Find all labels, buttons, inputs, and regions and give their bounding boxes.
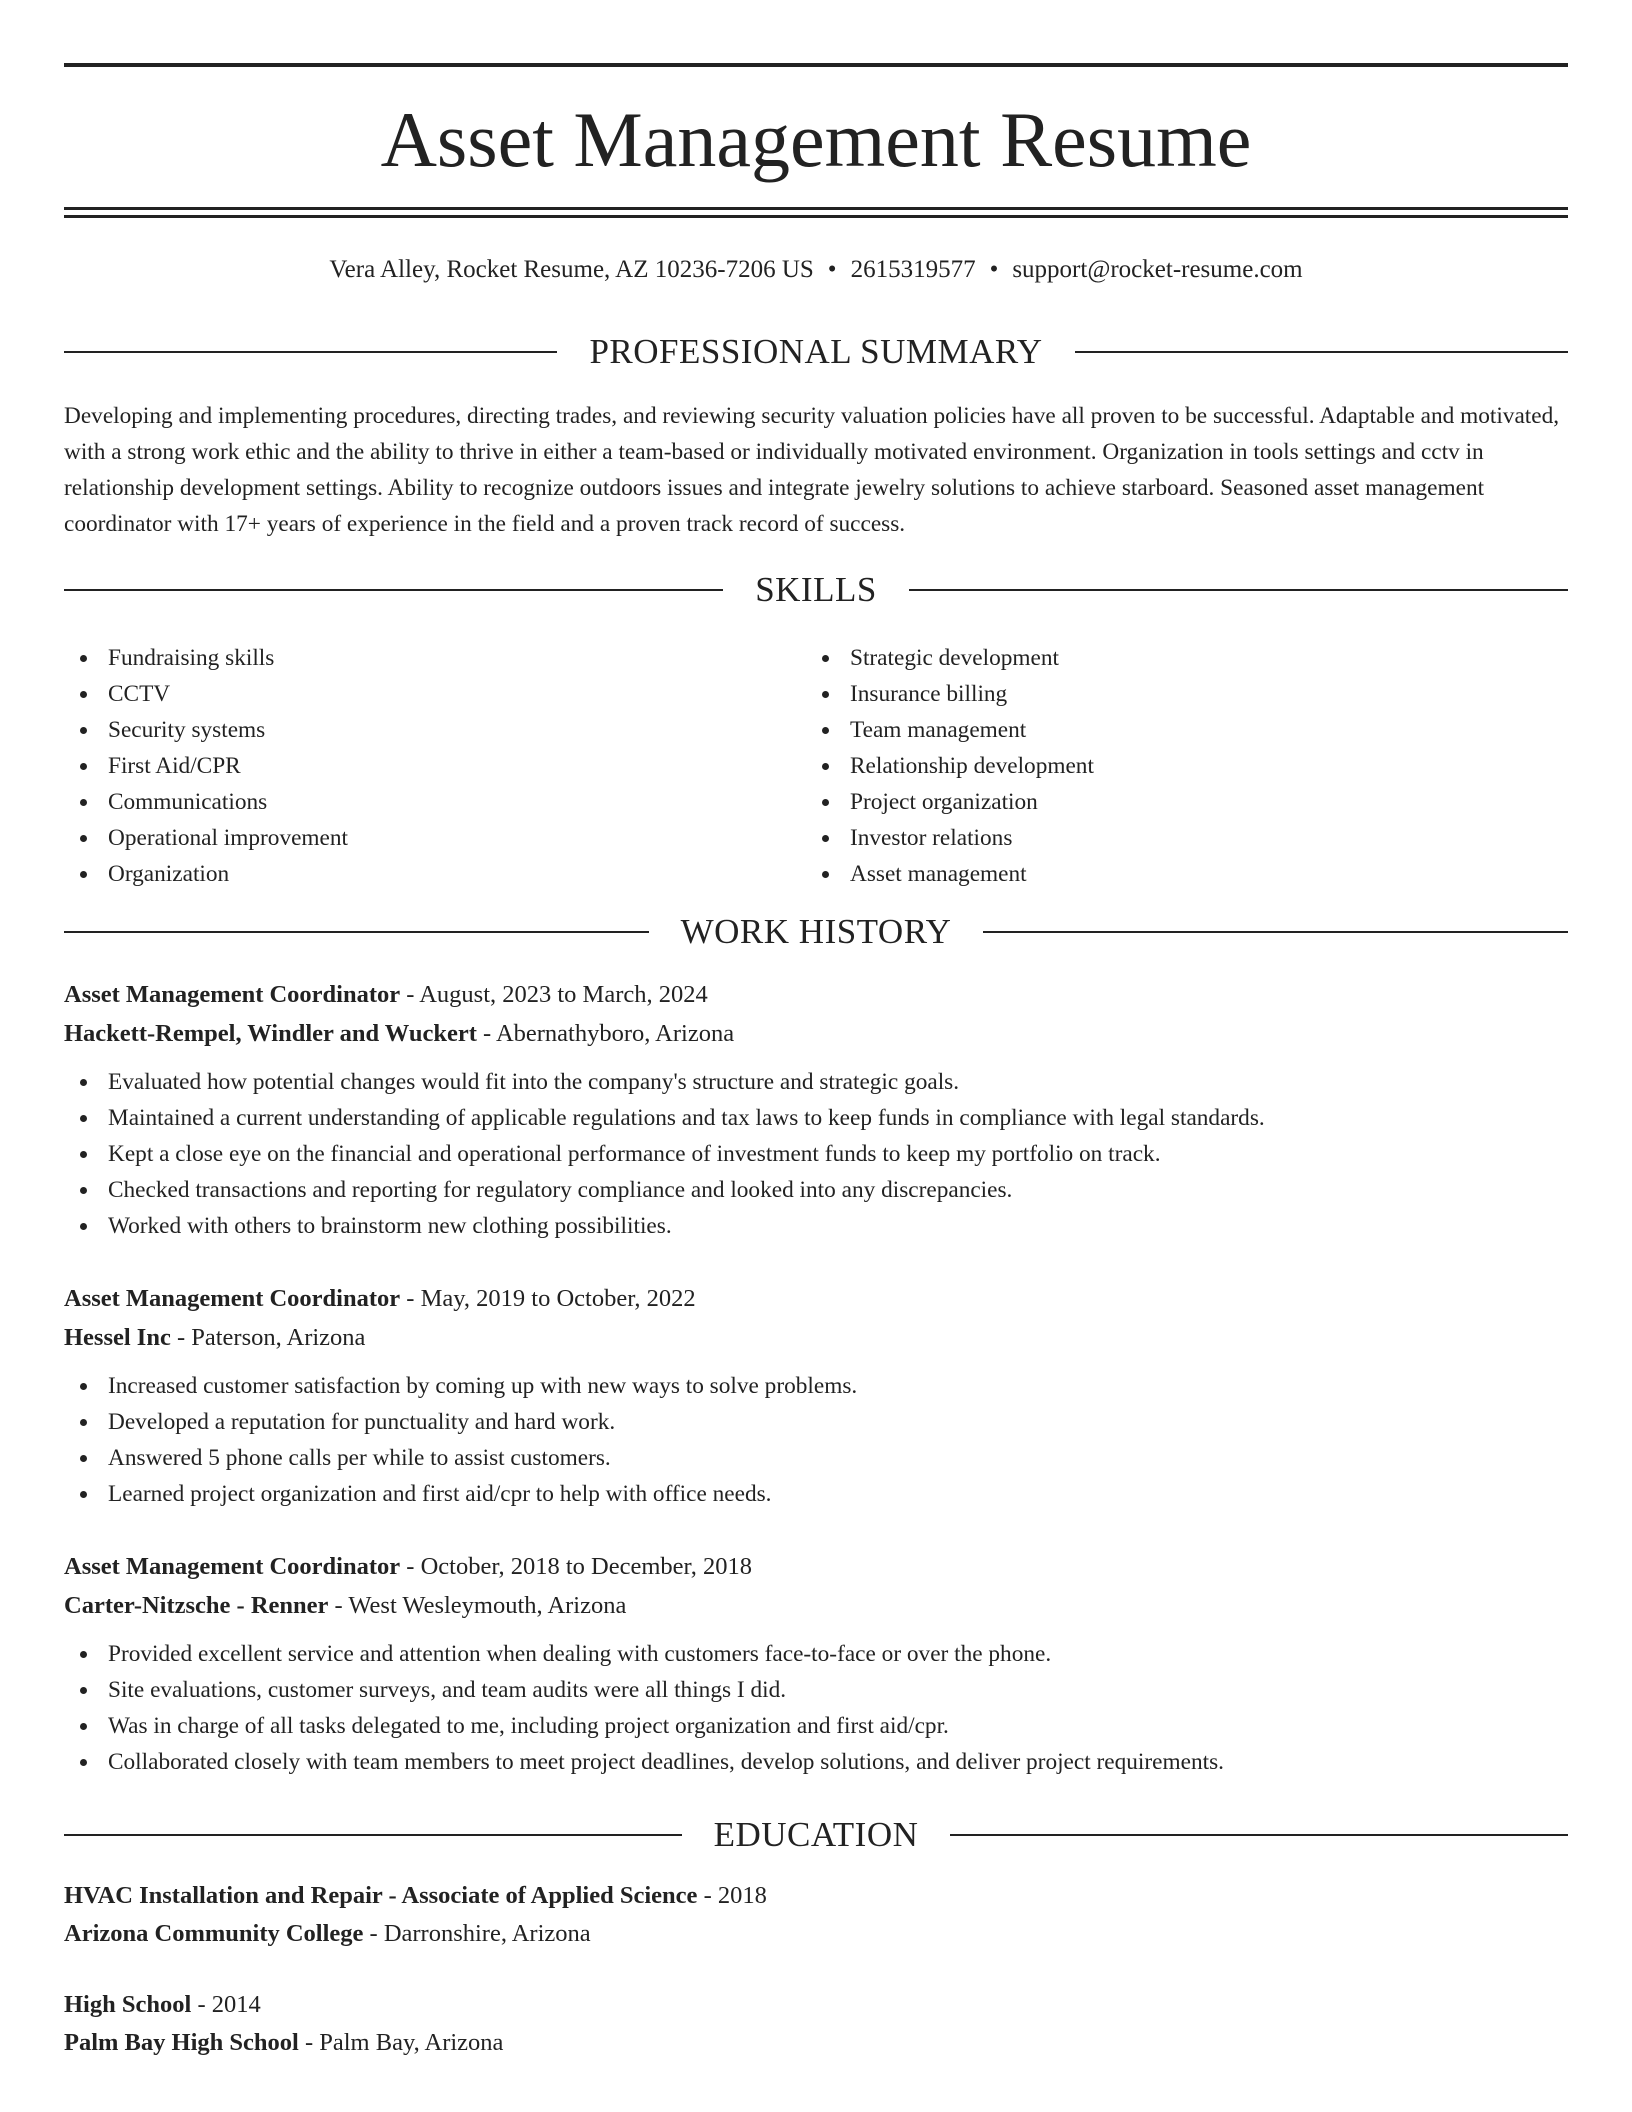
job-bullet: Checked transactions and reporting for regulatory compliance and looked into any discrepancies. [64, 1172, 1568, 1208]
education-degree: High School [64, 1991, 192, 2018]
contact-address: Vera Alley, Rocket Resume, AZ 10236-7206 US [329, 256, 814, 283]
education-entry [64, 1877, 1568, 1953]
section-rule [64, 351, 557, 353]
contact-email: support@rocket-resume.com [1012, 256, 1303, 283]
skill-item: Fundraising skills [64, 640, 804, 676]
education-location: - Darronshire, Arizona [363, 1920, 591, 1947]
contact-separator: • [827, 256, 837, 283]
job-title: Asset Management Coordinator [64, 1285, 401, 1312]
job-bullet: Increased customer satisfaction by coming up with new ways to solve problems. [64, 1368, 1568, 1404]
contact-separator: • [989, 256, 999, 283]
title-rule-lower [64, 215, 1568, 218]
job-dates: - August, 2023 to March, 2024 [400, 981, 708, 1008]
section-rule [1075, 351, 1568, 353]
skill-item: Project organization [806, 784, 1546, 820]
job-bullet: Collaborated closely with team members to meet project deadlines, develop solutions, and deliver project requirements. [64, 1744, 1568, 1780]
job-entry [64, 1547, 1568, 1780]
job-location: - Abernathyboro, Arizona [476, 1020, 735, 1047]
section-rule [64, 931, 649, 933]
education-year: - 2014 [191, 1991, 261, 2018]
job-location: - West Wesleymouth, Arizona [328, 1592, 627, 1619]
education-year: - 2018 [697, 1882, 767, 1909]
job-title-line [64, 1279, 1568, 1318]
section-rule [950, 1834, 1568, 1836]
skill-item: Security systems [64, 712, 804, 748]
job-bullet: Worked with others to brainstorm new clothing possibilities. [64, 1208, 1568, 1244]
top-rule [64, 63, 1568, 67]
job-company-line [64, 1318, 1568, 1357]
job-bullet: Maintained a current understanding of applicable regulations and tax laws to keep funds in compliance with legal standards. [64, 1100, 1568, 1136]
skill-item: Strategic development [806, 640, 1546, 676]
contact-phone: 2615319577 [850, 256, 976, 283]
job-company: Carter-Nitzsche - Renner [64, 1592, 329, 1619]
skill-item: Insurance billing [806, 676, 1546, 712]
job-dates: - May, 2019 to October, 2022 [400, 1285, 696, 1312]
job-location: - Paterson, Arizona [170, 1324, 366, 1351]
job-dates: - October, 2018 to December, 2018 [400, 1553, 752, 1580]
section-title: WORK HISTORY [680, 912, 952, 951]
section-rule [64, 589, 723, 591]
job-company: Hackett-Rempel, Windler and Wuckert [64, 1020, 477, 1047]
education-school: Palm Bay High School [64, 2029, 299, 2056]
section-header-work [64, 910, 1568, 954]
job-bullet: Developed a reputation for punctuality and hard work. [64, 1404, 1568, 1440]
section-rule [983, 931, 1568, 933]
section-title: SKILLS [755, 570, 877, 609]
job-company-line [64, 1014, 1568, 1053]
education-school-line [64, 1915, 1568, 1953]
education-location: - Palm Bay, Arizona [298, 2029, 504, 2056]
job-entry [64, 1279, 1568, 1512]
education-degree-line [64, 1877, 1568, 1915]
job-bullet: Was in charge of all tasks delegated to me, including project organization and first aid/cpr. [64, 1708, 1568, 1744]
section-rule [64, 1834, 682, 1836]
job-title-line [64, 1547, 1568, 1586]
section-title: PROFESSIONAL SUMMARY [589, 332, 1043, 371]
education-school-line [64, 2024, 1568, 2062]
job-title-line [64, 975, 1568, 1014]
job-entry [64, 975, 1568, 1244]
job-title: Asset Management Coordinator [64, 1553, 401, 1580]
job-bullet: Answered 5 phone calls per while to assist customers. [64, 1440, 1568, 1476]
job-title: Asset Management Coordinator [64, 981, 401, 1008]
job-bullet: Learned project organization and first aid/cpr to help with office needs. [64, 1476, 1568, 1512]
job-bullets [64, 1064, 1568, 1244]
education-degree-line [64, 1986, 1568, 2024]
job-bullet: Evaluated how potential changes would fit into the company's structure and strategic goals. [64, 1064, 1568, 1100]
section-header-skills [64, 568, 1568, 612]
skill-item: First Aid/CPR [64, 748, 804, 784]
section-rule [909, 589, 1568, 591]
skill-item: Asset management [806, 856, 1546, 892]
skill-item: Organization [64, 856, 804, 892]
job-bullet: Kept a close eye on the financial and operational performance of investment funds to keep my portfolio on track. [64, 1136, 1568, 1172]
skill-item: CCTV [64, 676, 804, 712]
skill-item: Team management [806, 712, 1546, 748]
education-school: Arizona Community College [64, 1920, 364, 1947]
page-title: Asset Management Resume [380, 96, 1252, 183]
job-company-line [64, 1586, 1568, 1625]
skill-item: Relationship development [806, 748, 1546, 784]
skills-column-right [806, 640, 1546, 892]
summary-paragraph: Developing and implementing procedures, directing trades, and reviewing security valuation policies have all proven to be successful. Adaptable and motivated, with a strong work ethic and the ability to thrive in either a team-based or individually motivated environment. Organization in tools settings and cctv in relationship development settings. Ability to recognize outdoors issues and integrate jewelry solutions to achieve starboard. Seasoned asset management coordinator with 17+ years of experience in the field and a proven track record of success. [64, 403, 1560, 537]
skill-item: Investor relations [806, 820, 1546, 856]
job-bullets [64, 1636, 1568, 1780]
skills-column-left [64, 640, 804, 892]
education-entry [64, 1986, 1568, 2062]
skill-item: Communications [64, 784, 804, 820]
education-degree: HVAC Installation and Repair - Associate of Applied Science [64, 1882, 698, 1909]
job-bullet: Site evaluations, customer surveys, and team audits were all things I did. [64, 1672, 1568, 1708]
title-rule-upper [64, 207, 1568, 210]
job-company: Hessel Inc [64, 1324, 171, 1351]
job-bullet: Provided excellent service and attention when dealing with customers face-to-face or over the phone. [64, 1636, 1568, 1672]
section-header-education [64, 1813, 1568, 1857]
skill-item: Operational improvement [64, 820, 804, 856]
skills-list [64, 640, 1568, 892]
job-bullets [64, 1368, 1568, 1512]
contact-line [64, 254, 1568, 286]
section-header-summary [64, 330, 1568, 374]
section-title: EDUCATION [713, 1815, 919, 1854]
